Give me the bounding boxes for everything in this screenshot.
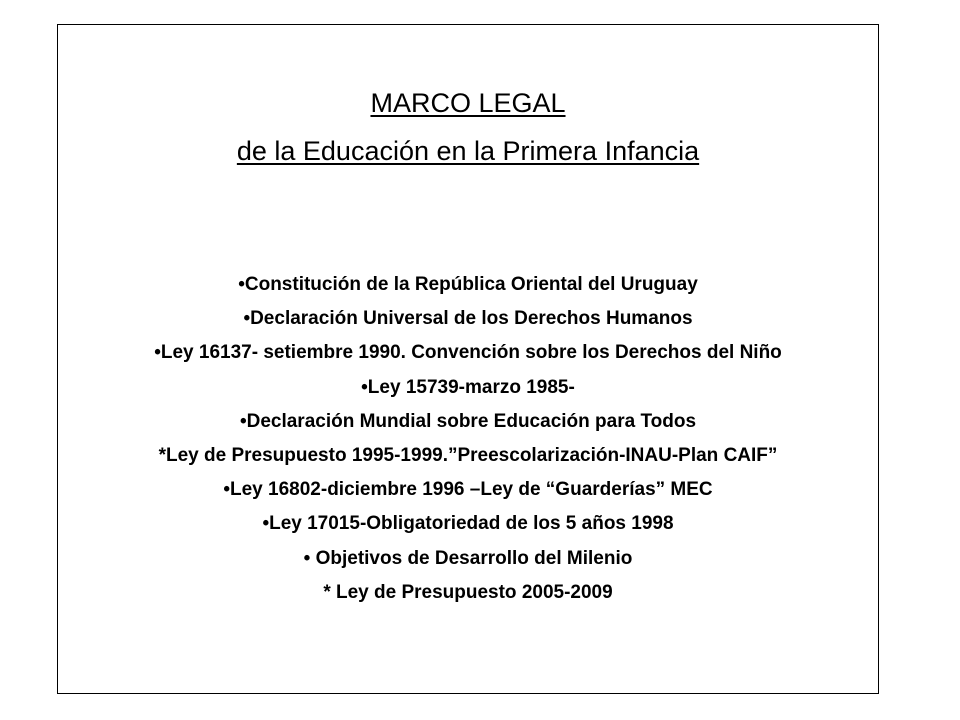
legal-item-ley-16137: •Ley 16137- setiembre 1990. Convención sobre los Derechos del Niño: [154, 342, 782, 364]
legal-item-objetivos-milenio: • Objetivos de Desarrollo del Milenio: [303, 547, 633, 569]
legal-item-presupuesto-1995: *Ley de Presupuesto 1995-1999.”Preescolarización-INAU-Plan CAIF”: [158, 444, 778, 466]
legal-item-declaracion-derechos-humanos: •Declaración Universal de los Derechos Humanos: [243, 308, 693, 330]
legal-item-ley-16802: •Ley 16802-diciembre 1996 –Ley de “Guarderías” MEC: [223, 479, 713, 501]
legal-list: [57, 268, 879, 610]
legal-item-declaracion-mundial: •Declaración Mundial sobre Educación para Todos: [239, 410, 697, 432]
title-line-1: MARCO LEGAL: [370, 88, 566, 118]
legal-item-ley-17015: •Ley 17015-Obligatoriedad de los 5 años 1998: [262, 513, 674, 535]
title-line-2: de la Educación en la Primera Infancia: [236, 136, 700, 166]
legal-item-ley-15739: •Ley 15739-marzo 1985-: [361, 376, 575, 398]
legal-item-constitucion: •Constitución de la República Oriental del Uruguay: [238, 274, 698, 295]
legal-item-presupuesto-2005: * Ley de Presupuesto 2005-2009: [323, 581, 613, 603]
